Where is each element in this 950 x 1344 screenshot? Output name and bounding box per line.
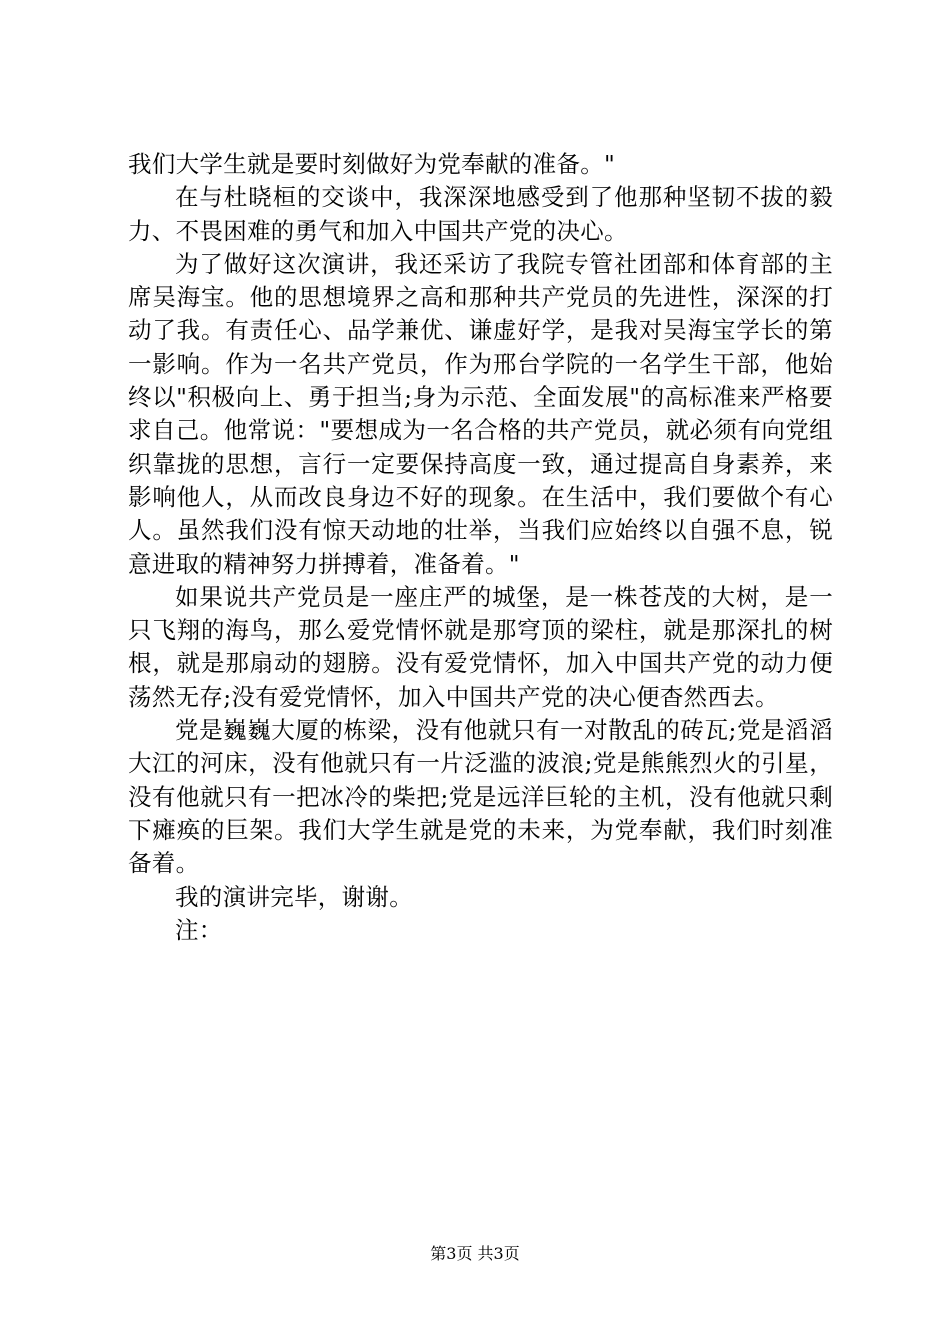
paragraph: 为了做好这次演讲，我还采访了我院专管社团部和体育部的主席吴海宝。他的思想境界之高和那种共产党员的先进性，深深的打动了我。有责任心、品学兼优、谦虚好学，是我对吴海宝学长的第一影响。作为一名共产党员，作为邢台学院的一名学生干部，他始终以"积极向上、勇于担当;身为示范、全面发展"的高标准来严格要求自己。他常说："要想成为一名合格的共产党员，就必须有向党组织靠拢的思想，言行一定要保持高度一致，通过提高自身素养，来影响他人，从而改良身边不好的现象。在生活中，我们要做个有心人。虽然我们没有惊天动地的壮举，当我们应始终以自强不息，锐意进取的精神努力拼搏着，准备着。" (128, 249, 833, 578)
paragraph: 如果说共产党员是一座庄严的城堡，是一株苍茂的大树，是一只飞翔的海鸟，那么爱党情怀就是那穹顶的梁柱，就是那深扎的树根，就是那扇动的翅膀。没有爱党情怀，加入中国共产党的动力便荡然无存;没有爱党情怀，加入中国共产党的决心便杳然西去。 (128, 582, 833, 711)
page-number-footer: 第3页 共3页 (430, 1244, 520, 1263)
paragraph: 我们大学生就是要时刻做好为党奉献的准备。" (128, 150, 616, 178)
paragraph: 在与杜晓桓的交谈中，我深深地感受到了他那种坚韧不拔的毅力、不畏困难的勇气和加入中国共产党的决心。 (128, 183, 833, 245)
paragraph: 我的演讲完毕，谢谢。 (175, 882, 413, 911)
paragraph: 党是巍巍大厦的栋梁，没有他就只有一对散乱的砖瓦;党是滔滔大江的河床，没有他就只有一片泛滥的波浪;党是熊熊烈火的引星，没有他就只有一把冰冷的柴把;党是远洋巨轮的主机，没有他就只剩下瘫痪的巨架。我们大学生就是党的未来，为党奉献，我们时刻准备着。 (128, 716, 833, 878)
body-text (128, 148, 833, 947)
paragraph: 注： (175, 915, 223, 944)
